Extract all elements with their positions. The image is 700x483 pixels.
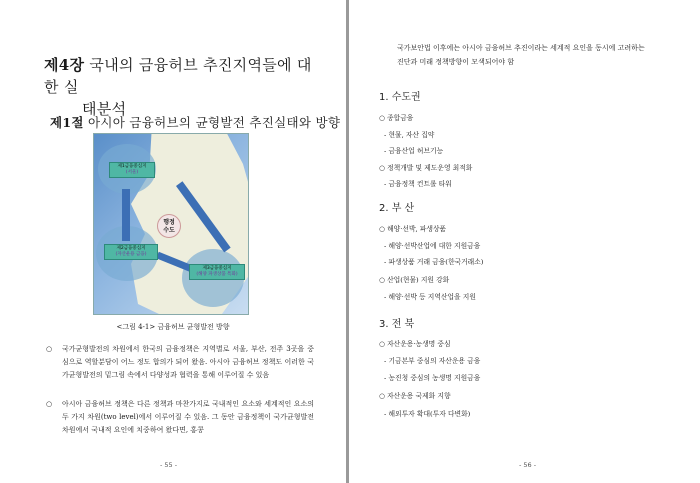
list-item: ○ 해양·선박, 파생상품 (379, 225, 447, 233)
list-item: - 파생상품 거래 금융(한국거래소) (384, 258, 484, 266)
list-item: ○ 산업(현물) 지원 강화 (379, 276, 450, 284)
list-item: - 현물, 자산 집약 (384, 131, 435, 139)
page-number-right: - 56 - (519, 461, 537, 469)
paragraph-1-text: 국가균형발전의 차원에서 한국의 금융정책은 지역별로 서울, 부산, 전주 3곳을 중심으로 역할분담이 어느 정도 합의가 되어 왔음. 아시아 금융허브 정책도 이러한 국가균형발전의 밑그림 속에서 다양성과 협력을 통해 이루어질 수 있음 (62, 345, 314, 379)
page-number-left: - 55 - (160, 461, 178, 469)
circle-bullet-icon: ○ (46, 400, 53, 408)
chapter-title-line2: 태분석 (82, 100, 127, 119)
list-item: ○ 자산운용·농생명 중심 (379, 340, 451, 348)
list-item: - 금융산업 허브기능 (384, 147, 444, 155)
hub-3-name: 제3금융중심지 (202, 266, 232, 271)
heading-1: 1. 수도권 (379, 92, 421, 103)
list-item: ○ 자산운용 국제화 지향 (379, 392, 451, 400)
hub-1-sub: (서울) (125, 170, 139, 175)
center-label-1: 행정 (163, 219, 175, 226)
hub-label-3 (189, 264, 245, 280)
hub-label-1 (109, 162, 155, 178)
admin-capital-badge (157, 214, 181, 238)
hub-2-sub: (자산운용 금융) (115, 252, 147, 257)
section-number: 제1절 (50, 115, 84, 131)
hub-label-2 (104, 244, 158, 260)
list-item: - 농진청 중심의 농생명 지원금융 (384, 374, 481, 382)
figure-caption: <그림 4-1> 금융허브 균형발전 방향 (116, 323, 230, 331)
left-page (0, 0, 346, 483)
heading-3: 3. 전 북 (379, 319, 415, 330)
list-item: - 금융정책 컨트롤 타워 (384, 180, 452, 188)
hub-2-name: 제2금융중심지 (116, 246, 146, 251)
paragraph-1 (48, 343, 314, 382)
hub-3-sub: (해양 파생상품 특화) (196, 272, 238, 277)
korea-financial-hub-map (93, 133, 249, 315)
chapter-number: 제4장 (44, 56, 85, 75)
circle-bullet-icon: ○ (46, 345, 53, 353)
section-title-text: 아시아 금융허브의 균형발전 추진실태와 방향 (88, 115, 341, 131)
intro-text: 국가보안법 이후에는 아시아 금융허브 추진이라는 세계적 요인을 동시에 고려하는 진단과 미래 정책방향이 모색되어야 함 (397, 44, 645, 66)
list-item: - 해양·선박 등 지역산업을 지원 (384, 293, 476, 301)
heading-2: 2. 부 산 (379, 203, 415, 214)
chapter-title (44, 54, 324, 120)
list-item: ○ 종합금융 (379, 114, 414, 122)
paragraph-2 (48, 398, 314, 437)
list-item: - 기금본부 중심의 자산운용 금융 (384, 357, 481, 365)
arrow-vertical-icon (122, 189, 130, 241)
center-label-2: 수도 (163, 227, 175, 234)
hub-1-name: 제1금융중심지 (117, 164, 147, 169)
list-item: ○ 정책개발 및 제도운영 최적화 (379, 164, 473, 172)
list-item: - 해양·선박산업에 대한 지원금융 (384, 242, 481, 250)
right-page (349, 0, 700, 483)
section-title (50, 113, 340, 131)
chapter-title-line1: 국내의 금융허브 추진지역들에 대한 실 (44, 56, 312, 97)
paragraph-2-text: 아시아 금융허브 정책은 다른 정책과 마찬가지로 국내적인 요소와 세계적인 요소의 두 가지 차원(two level)에서 이루어질 수 있음. 그 동안 금융정책이 국가균형발전 차원에서 국내적 요인에 치중하여 왔다면, 홍콩 (62, 400, 314, 434)
list-item: - 해외투자 확대(투자 다변화) (384, 410, 471, 418)
